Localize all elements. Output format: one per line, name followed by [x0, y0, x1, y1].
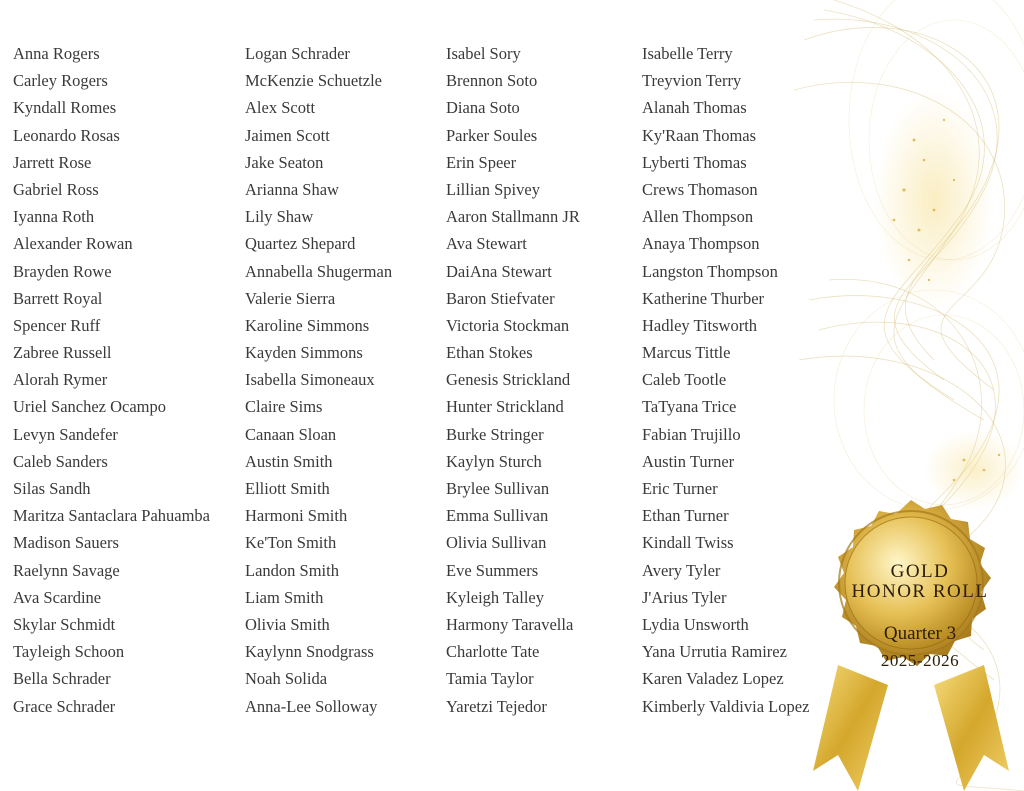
student-name: Allen Thompson: [642, 207, 754, 227]
student-name: Treyvion Terry: [642, 71, 742, 91]
student-name: Aaron Stallmann JR: [446, 207, 580, 227]
student-name: Skylar Schmidt: [13, 614, 116, 634]
student-name: J'Arius Tyler: [642, 587, 727, 607]
student-name: Karoline Simmons: [245, 315, 370, 335]
student-name: Emma Sullivan: [446, 506, 549, 526]
student-name: Brylee Sullivan: [446, 479, 550, 498]
student-name: Crews Thomason: [642, 179, 758, 199]
student-name: Austin Smith: [245, 451, 333, 471]
student-name: Eric Turner: [642, 479, 718, 498]
student-name: Olivia Sullivan: [446, 533, 547, 553]
student-name: Anna Rogers: [13, 44, 100, 63]
student-name: Ke'Ton Smith: [245, 533, 337, 553]
student-name: Karen Valadez Lopez: [642, 669, 784, 689]
student-name: Alexander Rowan: [13, 234, 133, 254]
student-name: Ethan Turner: [642, 506, 729, 526]
seal-title: GOLD: [890, 561, 950, 582]
student-name: Alorah Rymer: [13, 370, 108, 390]
name-column-2: [245, 43, 446, 723]
student-name: Harmoni Smith: [245, 506, 348, 526]
student-name: Victoria Stockman: [446, 315, 570, 335]
student-name: Ethan Stokes: [446, 343, 533, 363]
student-name: Arianna Shaw: [245, 179, 339, 199]
student-name: Lyberti Thomas: [642, 152, 747, 172]
student-name: Valerie Sierra: [245, 288, 336, 308]
student-name: Anaya Thompson: [642, 234, 760, 254]
student-name: Tayleigh Schoon: [13, 642, 125, 662]
student-name: Raelynn Savage: [13, 560, 120, 580]
student-name: Charlotte Tate: [446, 642, 540, 662]
student-name: Elliott Smith: [245, 479, 330, 498]
student-name: Landon Smith: [245, 560, 339, 580]
name-column-3: [446, 43, 642, 723]
student-name: Brayden Rowe: [13, 261, 112, 281]
student-name: Kaylyn Sturch: [446, 451, 542, 471]
student-name: Carley Rogers: [13, 71, 108, 91]
student-name: DaiAna Stewart: [446, 261, 552, 281]
student-name: Parker Soules: [446, 125, 538, 145]
student-name: Kyleigh Talley: [446, 587, 544, 607]
seal-quarter: Quarter 3: [883, 623, 957, 644]
student-name: Anna-Lee Solloway: [245, 696, 378, 716]
name-column-1: [13, 43, 245, 723]
student-name: Bella Schrader: [13, 669, 111, 689]
student-name: Alex Scott: [245, 98, 316, 118]
student-name: Uriel Sanchez Ocampo: [13, 397, 167, 417]
student-name: Genesis Strickland: [446, 370, 571, 390]
student-name: Jake Seaton: [245, 152, 324, 172]
student-name: Caleb Tootle: [642, 370, 727, 390]
student-name: Hunter Strickland: [446, 397, 564, 417]
student-name: Leonardo Rosas: [13, 125, 120, 145]
student-name: Harmony Taravella: [446, 614, 574, 634]
student-name: Burke Stringer: [446, 424, 544, 444]
student-name: Grace Schrader: [13, 696, 116, 716]
name-column-4: [642, 43, 817, 723]
seal-year: 2025-2026: [880, 651, 960, 670]
student-name: Langston Thompson: [642, 261, 778, 281]
student-name: Erin Speer: [446, 152, 517, 172]
student-name: Kindall Twiss: [642, 533, 734, 553]
student-name: Isabella Simoneaux: [245, 370, 375, 390]
student-name: Liam Smith: [245, 587, 324, 607]
student-name: Katherine Thurber: [642, 288, 765, 308]
student-name: TaTyana Trice: [642, 397, 737, 417]
student-name: Spencer Ruff: [13, 315, 101, 335]
student-name: Baron Stiefvater: [446, 288, 555, 308]
student-name: Claire Sims: [245, 397, 323, 417]
student-name: Diana Soto: [446, 98, 520, 118]
student-name: Iyanna Roth: [13, 207, 95, 227]
honor-roll-names: [13, 43, 817, 723]
student-name: Kayden Simmons: [245, 343, 363, 363]
student-name: Jaimen Scott: [245, 125, 330, 145]
student-name: Ava Scardine: [13, 587, 102, 607]
student-name: Hadley Titsworth: [642, 315, 758, 335]
student-name: Jarrett Rose: [13, 152, 92, 172]
student-name: Lillian Spivey: [446, 179, 540, 199]
student-name: Noah Solida: [245, 669, 328, 689]
student-name: Caleb Sanders: [13, 451, 108, 471]
student-name: Isabelle Terry: [642, 44, 733, 63]
student-name: Maritza Santaclara Pahuamba: [13, 506, 210, 526]
student-name: Isabel Sory: [446, 44, 521, 63]
student-name: Levyn Sandefer: [13, 424, 118, 444]
student-name: McKenzie Schuetzle: [245, 71, 382, 91]
student-name: Olivia Smith: [245, 614, 330, 634]
student-name: Zabree Russell: [13, 343, 112, 363]
student-name: Yana Urrutia Ramirez: [642, 642, 787, 662]
student-name: Silas Sandh: [13, 479, 91, 498]
seal-subtitle: HONOR ROLL: [851, 581, 989, 602]
student-name: Avery Tyler: [642, 560, 721, 580]
student-name: Logan Schrader: [245, 44, 350, 63]
student-name: Ava Stewart: [446, 234, 527, 254]
student-name: Kaylynn Snodgrass: [245, 642, 374, 662]
student-name: Fabian Trujillo: [642, 424, 741, 444]
student-name: Lily Shaw: [245, 207, 314, 227]
student-name: Barrett Royal: [13, 288, 103, 308]
student-name: Lydia Unsworth: [642, 614, 749, 634]
student-name: Brennon Soto: [446, 71, 538, 91]
student-name: Annabella Shugerman: [245, 261, 393, 281]
student-name: Gabriel Ross: [13, 179, 99, 199]
student-name: Yaretzi Tejedor: [446, 696, 547, 716]
student-name: Eve Summers: [446, 560, 539, 580]
student-name: Madison Sauers: [13, 533, 119, 553]
student-name: Marcus Tittle: [642, 343, 731, 363]
student-name: Quartez Shepard: [245, 234, 356, 254]
student-name: Ky'Raan Thomas: [642, 125, 757, 145]
student-name: Tamia Taylor: [446, 669, 534, 689]
student-name: Canaan Sloan: [245, 424, 337, 444]
student-name: Kyndall Romes: [13, 98, 117, 118]
student-name: Alanah Thomas: [642, 98, 747, 118]
student-name: Kimberly Valdivia Lopez: [642, 696, 810, 716]
student-name: Austin Turner: [642, 451, 735, 471]
